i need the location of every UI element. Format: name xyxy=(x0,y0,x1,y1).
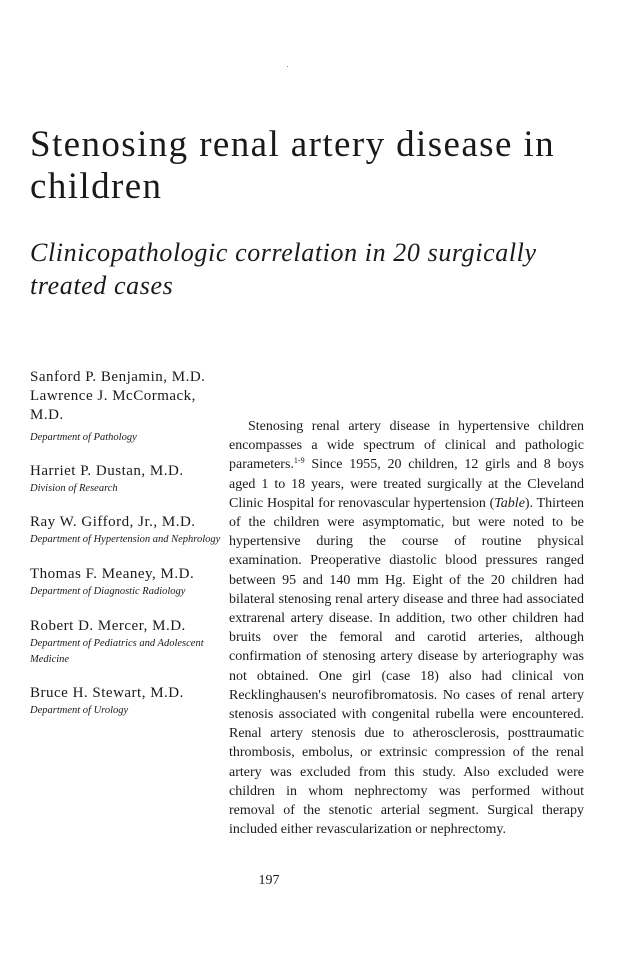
author-entry xyxy=(30,565,230,600)
author-entry xyxy=(30,684,230,719)
author-name: Lawrence J. McCormack, M.D. xyxy=(30,388,196,423)
author-department: Division of Research xyxy=(30,483,118,494)
page-number: 197 xyxy=(258,873,280,888)
body-text-part: Since 1955, 20 children, 12 girls and 8 boys aged 1 to 18 years, were treated surgically at the Cleveland Clinic Hospital for renovascular hypertension ( xyxy=(229,457,584,511)
article-subtitle: Clinicopathologic correlation in 20 surgically treated cases xyxy=(30,238,537,300)
author-name: Harriet P. Dustan, M.D. xyxy=(30,463,184,479)
author-name: Sanford P. Benjamin, M.D. xyxy=(30,369,206,385)
author-entry xyxy=(30,617,230,668)
scan-speck xyxy=(287,66,288,67)
body-text-part: Stenosing renal artery disease in hypertensive children encompasses a wide spectrum of clinical and pathologic parameters. xyxy=(229,419,584,473)
article-title: Stenosing renal artery disease in children xyxy=(30,124,555,207)
author-department: Department of Diagnostic Radiology xyxy=(30,586,186,597)
author-entry xyxy=(30,513,230,548)
author-name: Ray W. Gifford, Jr., M.D. xyxy=(30,514,196,530)
author-department: Department of Hypertension and Nephrology xyxy=(30,534,221,545)
body-text-part: ). Thirteen of the children were asymptomatic, but were noted to be hypertensive during the course of routine physical examination. Preoperative diastolic blood pressures ranged between 95 and 140 mm Hg. Eight of the 20 children had bilateral stenosing renal artery disease and three had associated extrarenal artery disease. In addition, two other children had bruits over the femoral and carotid arteries, although confirmation of stenosing artery disease by arteriography was not obtained. One girl (case 18) also had clinical von Recklinghausen's neurofibromatosis. No cases of renal artery stenosis associated with congenital rubella were encountered. Renal artery stenosis due to atherosclerosis, posttraumatic thrombosis, embolus, or extrinsic compression of the renal artery was excluded from this study. Also excluded were children in whom nephrectomy was performed without removal of the stenotic arterial segment. Surgical therapy included either revascularization or nephrectomy. xyxy=(229,495,584,838)
author-entry xyxy=(30,462,230,497)
reference-superscript: 1-9 xyxy=(293,456,305,466)
author-department: Department of Pathology xyxy=(30,432,137,443)
author-name: Thomas F. Meaney, M.D. xyxy=(30,566,195,582)
author-department: Department of Pediatrics and Adolescent Medicine xyxy=(30,638,204,665)
author-name: Bruce H. Stewart, M.D. xyxy=(30,685,184,701)
table-reference: Table xyxy=(494,495,525,511)
author-department: Department of Urology xyxy=(30,705,129,716)
author-list xyxy=(30,368,230,719)
body-paragraph xyxy=(229,417,584,839)
author-entry xyxy=(30,368,230,446)
author-name: Robert D. Mercer, M.D. xyxy=(30,618,186,634)
